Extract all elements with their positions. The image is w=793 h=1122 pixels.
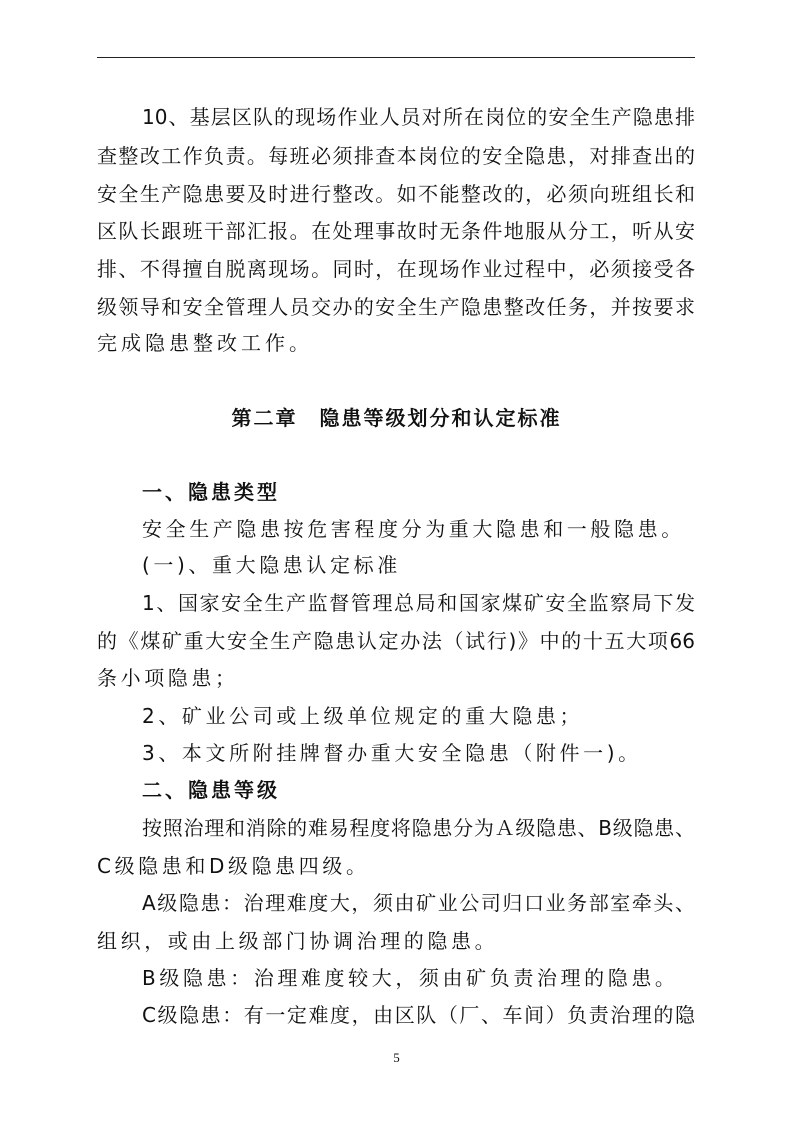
text-line: 完成隐患整改工作。 xyxy=(97,331,313,355)
text-line: 安全生产隐患按危害程度分为重大隐患和一般隐患。 xyxy=(142,517,685,541)
text-line: 排、不得擅自脱离现场。同时，在现场作业过程中，必须接受各 xyxy=(97,257,695,281)
text-line: B级隐患：治理难度较大，须由矿负责治理的隐患。 xyxy=(142,966,679,990)
text-line: 10、基层区队的现场作业人员对所在岗位的安全生产隐患排 xyxy=(142,105,695,129)
text-line: 安全生产隐患要及时进行整改。如不能整改的，必须向班组长和 xyxy=(97,182,695,206)
page-number: 5 xyxy=(393,1050,400,1065)
chapter-title: 第二章 隐患等级划分和认定标准 xyxy=(231,406,562,430)
text-line: 组织，或由上级部门协调治理的隐患。 xyxy=(97,929,499,953)
text-line: C级隐患：有一定难度，由区队（厂、车间）负责治理的隐 xyxy=(142,1003,695,1027)
text-line: 2、矿业公司或上级单位规定的重大隐患； xyxy=(142,704,584,728)
text-line: 区队长跟班干部汇报。在处理事故时无条件地服从分工，听从安 xyxy=(97,219,695,243)
text-line: C级隐患和D级隐患四级。 xyxy=(97,854,370,878)
text-line: 条小项隐患； xyxy=(97,666,239,690)
text-line: 1、国家安全生产监督管理总局和国家煤矿安全监察局下发 xyxy=(142,591,695,615)
text-line: 的《煤矿重大安全生产隐患认定办法（试行)》中的十五大项66 xyxy=(97,629,695,653)
section-heading: 一、隐患类型 xyxy=(142,480,280,504)
section-heading: 二、隐患等级 xyxy=(142,778,280,802)
text-line: 3、本文所附挂牌督办重大安全隐患（附件一)。 xyxy=(142,741,642,765)
text-line: 查整改工作负责。每班必须排查本岗位的安全隐患，对排查出的 xyxy=(97,144,695,168)
header-rule xyxy=(97,57,695,58)
text-line: 按照治理和消除的难易程度将隐患分为Ａ级隐患、B级隐患、 xyxy=(142,816,695,840)
text-line: (一)、重大隐患认定标准 xyxy=(142,553,401,577)
text-line: A级隐患：治理难度大，须由矿业公司归口业务部室牵头、 xyxy=(142,891,695,915)
text-line: 级领导和安全管理人员交办的安全生产隐患整改任务，并按要求 xyxy=(97,295,695,319)
